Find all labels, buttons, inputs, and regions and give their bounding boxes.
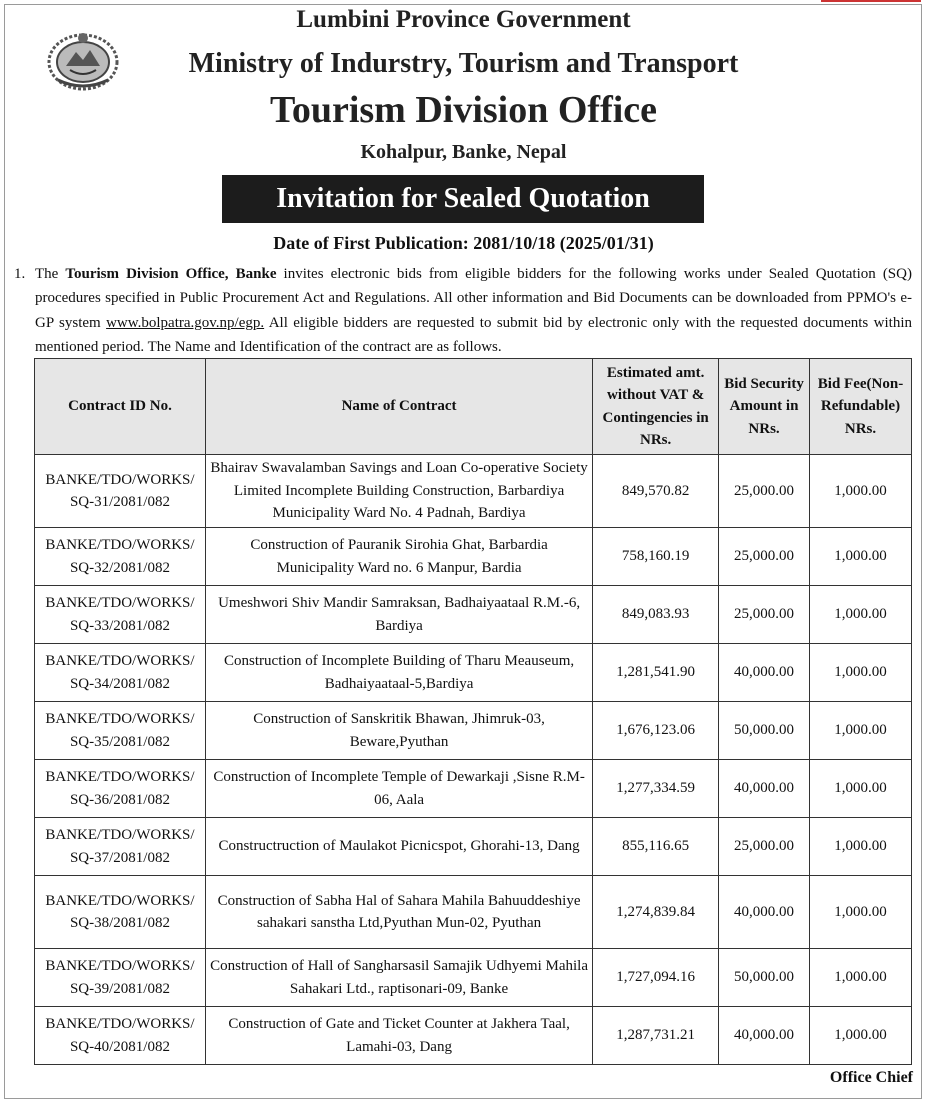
- table-row: [35, 818, 912, 876]
- table-row: [35, 1007, 912, 1065]
- contract-id-cell: BANKE/TDO/WORKS/ SQ-40/2081/082: [35, 1007, 206, 1065]
- notice-paragraph: [14, 262, 912, 359]
- security-cell: 25,000.00: [719, 455, 810, 528]
- header-contract-name: Name of Contract: [205, 359, 592, 455]
- contract-name-cell: Construction of Incomplete Temple of Dewarkaji ,Sisne R.M-06, Aala: [205, 760, 592, 818]
- contract-name-cell: Construction of Hall of Sangharsasil Samajik Udhyemi Mahila Sahakari Ltd., raptisonari-09, Banke: [205, 949, 592, 1007]
- security-cell: 50,000.00: [719, 949, 810, 1007]
- contract-id-cell: BANKE/TDO/WORKS/ SQ-39/2081/082: [35, 949, 206, 1007]
- estimate-cell: 1,727,094.16: [593, 949, 719, 1007]
- security-cell: 40,000.00: [719, 760, 810, 818]
- security-cell: 25,000.00: [719, 818, 810, 876]
- fee-cell: 1,000.00: [810, 644, 912, 702]
- contract-name-cell: Construction of Sabha Hal of Sahara Mahila Bahuuddeshiye sahakari sanstha Ltd,Pyuthan Mun-02, Pyuthan: [205, 876, 592, 949]
- contract-name-cell: Constructruction of Maulakot Picnicspot, Ghorahi-13, Dang: [205, 818, 592, 876]
- security-cell: 40,000.00: [719, 876, 810, 949]
- estimate-cell: 1,676,123.06: [593, 702, 719, 760]
- security-cell: 40,000.00: [719, 644, 810, 702]
- header-bid-security: Bid Security Amount in NRs.: [719, 359, 810, 455]
- estimate-cell: 855,116.65: [593, 818, 719, 876]
- table-row: [35, 760, 912, 818]
- table-header-row: [35, 359, 912, 455]
- contract-name-cell: Umeshwori Shiv Mandir Samraksan, Badhaiyaataal R.M.-6, Bardiya: [205, 586, 592, 644]
- fee-cell: 1,000.00: [810, 760, 912, 818]
- security-cell: 50,000.00: [719, 702, 810, 760]
- estimate-cell: 1,281,541.90: [593, 644, 719, 702]
- contract-id-cell: BANKE/TDO/WORKS/ SQ-34/2081/082: [35, 644, 206, 702]
- paragraph-pre: The: [35, 266, 66, 282]
- estimate-cell: 849,570.82: [593, 455, 719, 528]
- header-bid-fee: Bid Fee(Non-Refundable) NRs.: [810, 359, 912, 455]
- table-row: [35, 528, 912, 586]
- contract-id-cell: BANKE/TDO/WORKS/ SQ-35/2081/082: [35, 702, 206, 760]
- paragraph-post: All eligible bidders are requested to submit bid by electronic only with the requested documents within mentioned period. The Name and Identification of the contract are as follows.: [35, 314, 912, 355]
- contract-name-cell: Construction of Pauranik Sirohia Ghat, Barbardia Municipality Ward no. 6 Manpur, Bardia: [205, 528, 592, 586]
- contract-name-cell: Construction of Sanskritik Bhawan, Jhimruk-03, Beware,Pyuthan: [205, 702, 592, 760]
- top-accent-line: [821, 0, 921, 2]
- paragraph-mid: invites electronic bids from eligible bidders for the following works under Sealed Quotation (SQ) procedures specified in Public Procurement Act and Regulations. All other information and Bid Documents can be downloaded from PPMO's e-GP system: [35, 266, 912, 331]
- fee-cell: 1,000.00: [810, 1007, 912, 1065]
- estimate-cell: 758,160.19: [593, 528, 719, 586]
- fee-cell: 1,000.00: [810, 818, 912, 876]
- contract-name-cell: Construction of Gate and Ticket Counter at Jakhera Taal, Lamahi-03, Dang: [205, 1007, 592, 1065]
- fee-cell: 1,000.00: [810, 876, 912, 949]
- table-row: [35, 455, 912, 528]
- publication-date: Date of First Publication: 2081/10/18 (2025/01/31): [273, 233, 654, 253]
- fee-cell: 1,000.00: [810, 702, 912, 760]
- office-heading: Tourism Division Office: [269, 89, 658, 131]
- fee-cell: 1,000.00: [810, 455, 912, 528]
- location-heading: Kohalpur, Banke, Nepal: [360, 141, 567, 163]
- ministry-heading: Ministry of Indurstry, Tourism and Transport: [188, 48, 739, 79]
- contract-id-cell: BANKE/TDO/WORKS/ SQ-33/2081/082: [35, 586, 206, 644]
- table-row: [35, 876, 912, 949]
- egp-link[interactable]: www.bolpatra.gov.np/egp.: [106, 314, 265, 331]
- signatory-label: Office Chief: [829, 1069, 913, 1086]
- table-row: [35, 949, 912, 1007]
- paragraph-office-name: Tourism Division Office, Banke: [65, 266, 277, 282]
- contract-id-cell: BANKE/TDO/WORKS/ SQ-32/2081/082: [35, 528, 206, 586]
- fee-cell: 1,000.00: [810, 586, 912, 644]
- estimate-cell: 1,277,334.59: [593, 760, 719, 818]
- contract-id-cell: BANKE/TDO/WORKS/ SQ-37/2081/082: [35, 818, 206, 876]
- table-row: [35, 702, 912, 760]
- fee-cell: 1,000.00: [810, 528, 912, 586]
- security-cell: 25,000.00: [719, 586, 810, 644]
- fee-cell: 1,000.00: [810, 949, 912, 1007]
- province-heading: Lumbini Province Government: [296, 6, 631, 33]
- contract-name-cell: Construction of Incomplete Building of Tharu Meauseum, Badhaiyaataal-5,Bardiya: [205, 644, 592, 702]
- contract-id-cell: BANKE/TDO/WORKS/ SQ-38/2081/082: [35, 876, 206, 949]
- contract-id-cell: BANKE/TDO/WORKS/ SQ-31/2081/082: [35, 455, 206, 528]
- contract-id-cell: BANKE/TDO/WORKS/ SQ-36/2081/082: [35, 760, 206, 818]
- estimate-cell: 1,274,839.84: [593, 876, 719, 949]
- contracts-table: [34, 358, 912, 1065]
- estimate-cell: 1,287,731.21: [593, 1007, 719, 1065]
- table-row: [35, 644, 912, 702]
- security-cell: 40,000.00: [719, 1007, 810, 1065]
- paragraph-number: 1.: [14, 266, 26, 282]
- header-estimate: Estimated amt. without VAT & Contingencies in NRs.: [593, 359, 719, 455]
- paragraph-text: [35, 262, 912, 359]
- table-row: [35, 586, 912, 644]
- notice-title-banner: Invitation for Sealed Quotation: [222, 175, 704, 223]
- estimate-cell: 849,083.93: [593, 586, 719, 644]
- contract-name-cell: Bhairav Swavalamban Savings and Loan Co-operative Society Limited Incomplete Building Construction, Barbardiya Municipality Ward No. 4 Padnah, Bardiya: [205, 455, 592, 528]
- header-contract-id: Contract ID No.: [35, 359, 206, 455]
- security-cell: 25,000.00: [719, 528, 810, 586]
